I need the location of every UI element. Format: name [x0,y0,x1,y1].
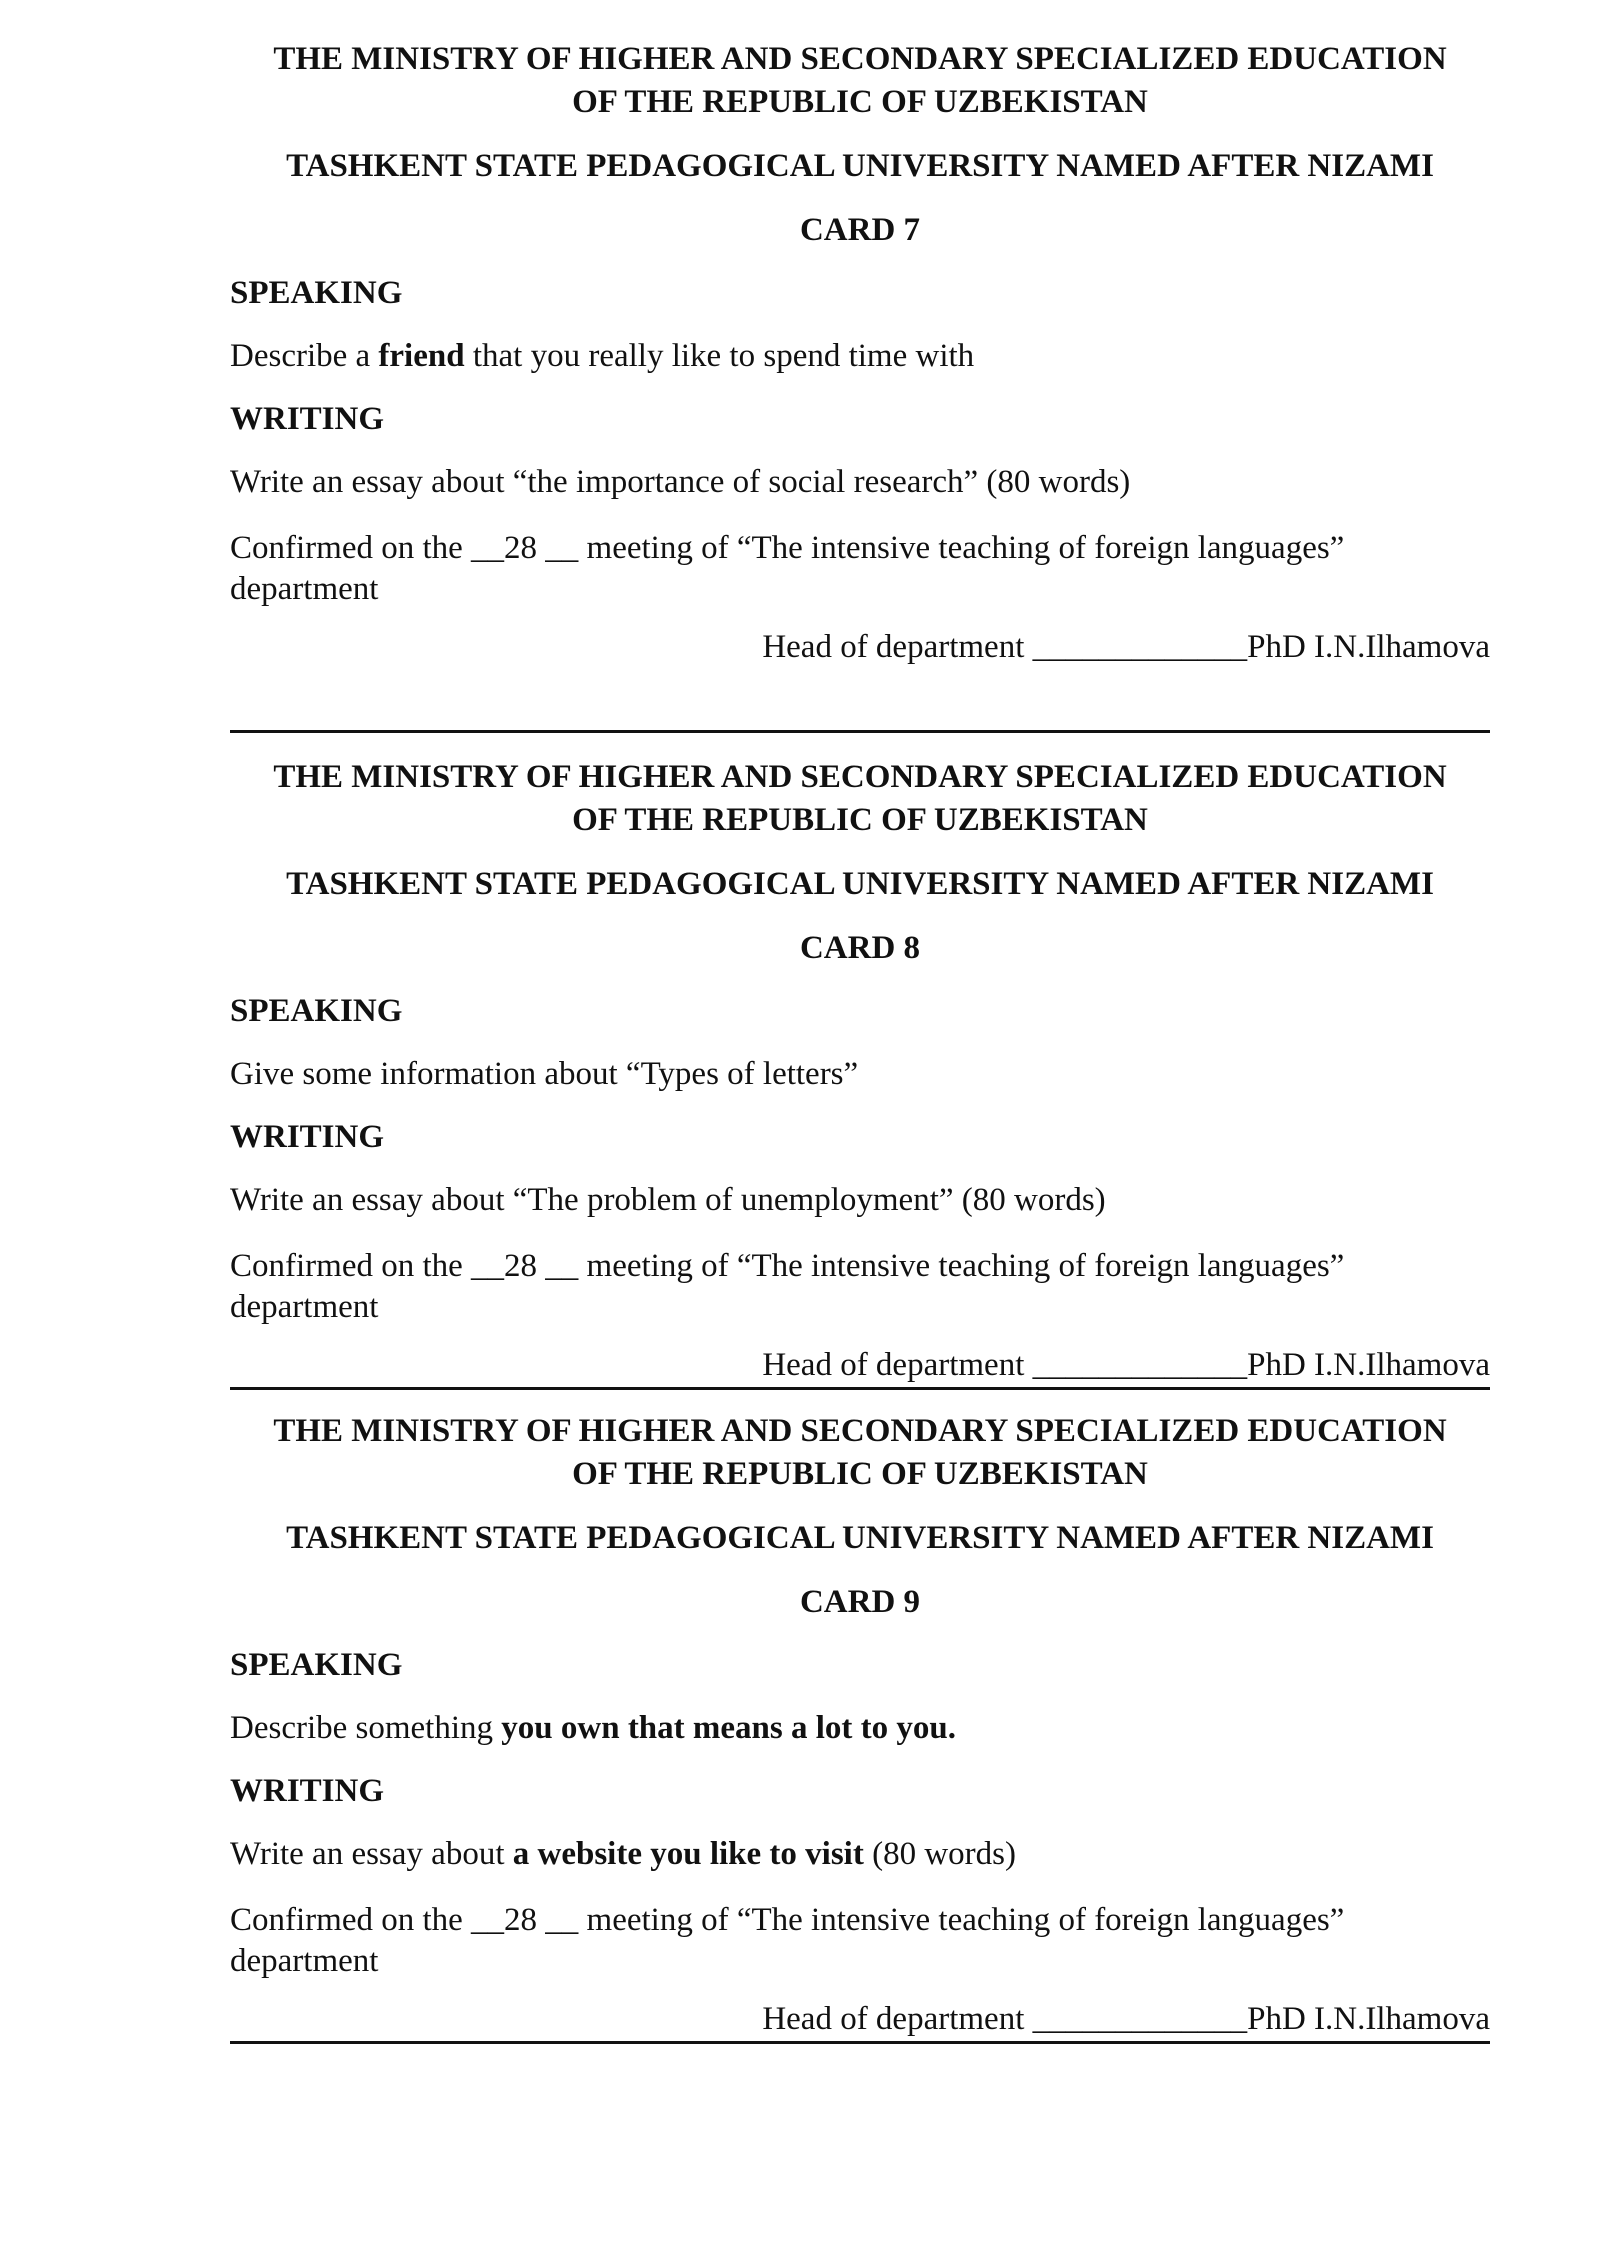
document-page [230,0,1490,2044]
writing-text-end: (80 words) [863,1836,1016,1872]
exam-card [230,733,1490,1387]
writing-label: WRITING [230,1119,385,1155]
university-heading: TASHKENT STATE PEDAGOGICAL UNIVERSITY NAMED AFTER NIZAMI [286,148,1434,184]
confirmation-note [230,1246,1490,1328]
confirmation-line-2: department [230,571,379,607]
confirmation-note [230,1900,1490,1982]
ministry-heading [230,1410,1490,1496]
writing-task [230,1179,1490,1222]
exam-card [230,0,1490,669]
writing-text: Write an essay about “the importance of social research” (80 words) [230,464,1131,500]
university-heading: TASHKENT STATE PEDAGOGICAL UNIVERSITY NAMED AFTER NIZAMI [286,1520,1434,1556]
writing-task [230,1833,1490,1876]
ministry-line-2: OF THE REPUBLIC OF UZBEKISTAN [572,84,1148,120]
speaking-task [230,335,1490,378]
confirmation-line-1: Confirmed on the __28 __ meeting of “The intensive teaching of foreign languages” [230,1902,1345,1938]
confirmation-line-1: Confirmed on the __28 __ meeting of “The intensive teaching of foreign languages” [230,1248,1345,1284]
speaking-text: Describe a [230,338,379,374]
speaking-task [230,1707,1490,1750]
ministry-line-1: THE MINISTRY OF HIGHER AND SECONDARY SPECIALIZED EDUCATION [273,759,1447,795]
card-divider [230,2041,1490,2044]
confirmation-line-1: Confirmed on the __28 __ meeting of “The intensive teaching of foreign languages” [230,530,1345,566]
speaking-text-end: that you really like to spend time with [464,338,975,374]
speaking-label: SPEAKING [230,1647,403,1683]
speaking-emphasis: you own that means a lot to you. [501,1710,956,1746]
card-title: CARD 7 [799,212,921,248]
ministry-line-2: OF THE REPUBLIC OF UZBEKISTAN [572,1456,1148,1492]
ministry-line-1: THE MINISTRY OF HIGHER AND SECONDARY SPECIALIZED EDUCATION [273,41,1447,77]
speaking-text: Give some information about “Types of letters” [230,1056,859,1092]
card-title: CARD 8 [799,930,921,966]
head-of-department-signature: Head of department _____________PhD I.N.Ilhamova [762,1347,1490,1383]
speaking-task [230,1053,1490,1096]
ministry-line-1: THE MINISTRY OF HIGHER AND SECONDARY SPECIALIZED EDUCATION [273,1413,1447,1449]
head-of-department-signature: Head of department _____________PhD I.N.Ilhamova [762,2001,1490,2037]
speaking-text: Describe something [230,1710,502,1746]
university-heading: TASHKENT STATE PEDAGOGICAL UNIVERSITY NAMED AFTER NIZAMI [286,866,1434,902]
card-title: CARD 9 [799,1584,921,1620]
exam-card [230,1390,1490,2041]
ministry-heading [230,756,1490,842]
confirmation-line-2: department [230,1289,379,1325]
writing-task [230,461,1490,504]
writing-emphasis: a website you like to visit [512,1836,864,1872]
ministry-heading [230,38,1490,124]
confirmation-note [230,528,1490,610]
speaking-label: SPEAKING [230,275,403,311]
writing-label: WRITING [230,401,385,437]
writing-label: WRITING [230,1773,385,1809]
confirmation-line-2: department [230,1943,379,1979]
speaking-label: SPEAKING [230,993,403,1029]
writing-text: Write an essay about “The problem of unemployment” (80 words) [230,1182,1106,1218]
ministry-line-2: OF THE REPUBLIC OF UZBEKISTAN [572,802,1148,838]
speaking-emphasis: friend [378,338,465,374]
head-of-department-signature: Head of department _____________PhD I.N.Ilhamova [762,629,1490,665]
writing-text: Write an essay about [230,1836,513,1872]
